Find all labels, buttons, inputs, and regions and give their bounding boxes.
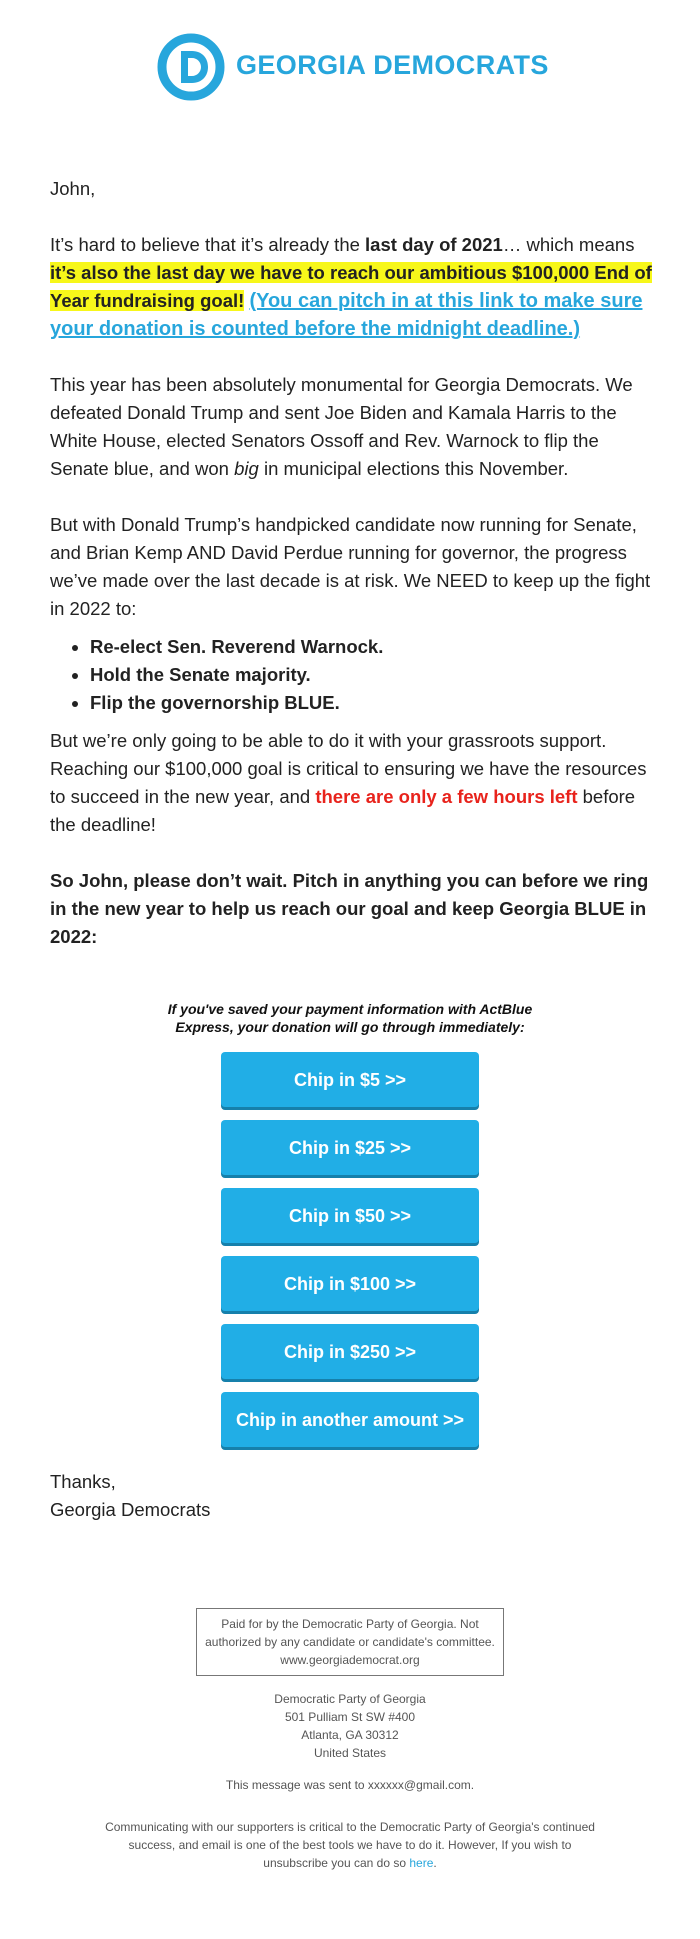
donate-buttons [0, 1052, 700, 1447]
paragraph-intro [50, 231, 655, 343]
intro-bold: last day of 2021 [365, 234, 503, 255]
intro-mid: … which means [502, 234, 635, 255]
sent-prefix: This message was sent to [225, 1778, 368, 1792]
p4-red: there are only a few hours left [315, 786, 578, 807]
thanks-text: Thanks, [50, 1471, 116, 1492]
chip-in-25-button[interactable]: Chip in $25 >> [221, 1120, 479, 1175]
signoff-name: Georgia Democrats [50, 1499, 211, 1520]
unsub-end: . [433, 1856, 437, 1870]
address-line: Democratic Party of Georgia [274, 1692, 426, 1706]
paragraph-at-risk: But with Donald Trump’s handpicked candidate now running for Senate, and Brian Kemp AND David Perdue running for governor, the progress we’ve made over the last decade is at risk. We NEED to keep up the fight in 2022 to: [50, 514, 651, 619]
p4-end: before the deadline! [50, 786, 636, 835]
header [0, 33, 700, 103]
paragraph-ask: So John, please don’t wait. Pitch in anything you can before we ring in the new year to help us reach our goal and keep Georgia BLUE in 2022: [50, 870, 649, 947]
unsubscribe-link[interactable]: here [409, 1856, 434, 1870]
chip-in-250-button[interactable]: Chip in $250 >> [221, 1324, 479, 1379]
chip-in-other-button[interactable]: Chip in another amount >> [221, 1392, 479, 1447]
paragraph-grassroots [50, 727, 655, 839]
recipient-email: xxxxxx@gmail.com. [367, 1778, 475, 1792]
intro-start: It’s hard to believe that it’s already the [50, 234, 366, 255]
chip-in-5-button[interactable]: Chip in $5 >> [221, 1052, 479, 1107]
list-item: • Flip the governorship BLUE. [90, 689, 655, 717]
sent-to-notice [0, 1776, 700, 1794]
footer [0, 1608, 700, 1872]
greeting: John, [50, 178, 96, 199]
list-item: • Hold the Senate majority. [90, 661, 655, 689]
email-body [50, 175, 655, 979]
address-line: United States [313, 1746, 387, 1760]
unsub-text: Communicating with our supporters is critical to the Democratic Party of Georgia's continued success, and email is one of the best tools we have to do it. However, If you wish to unsubscribe you can do so [105, 1820, 595, 1870]
intro-highlight: it’s also the last day we have to reach our ambitious $100,000 End of Year fundraising goal! [50, 262, 652, 311]
p2-end: in municipal elections this November. [258, 458, 569, 479]
actblue-note: If you've saved your payment information with ActBlue Express, your donation will go through immediately: [167, 1001, 533, 1035]
mailing-address [0, 1690, 700, 1762]
goals-list [50, 633, 655, 717]
democrats-logo-icon [157, 33, 225, 101]
p2-start: This year has been absolutely monumental for Georgia Democrats. We defeated Donald Trump and sent Joe Biden and Kamala Harris to the White House, elected Senators Ossoff and Rev. Warnock to flip the Senate blue, and won [50, 374, 633, 479]
logo-text: GEORGIA DEMOCRATS [236, 50, 549, 80]
p2-italic: big [234, 458, 259, 479]
paragraph-monumental [50, 371, 655, 483]
p4-start: But we’re only going to be able to do it with your grassroots support. Reaching our $100,000 goal is critical to ensuring we have the resources to succeed in the new year, and [50, 730, 647, 807]
paid-for-disclaimer: Paid for by the Democratic Party of Georgia. Not authorized by any candidate or candidate's committee. www.georgiademocrat.org [196, 1608, 504, 1676]
address-line: Atlanta, GA 30312 [301, 1728, 399, 1742]
chip-in-100-button[interactable]: Chip in $100 >> [221, 1256, 479, 1311]
address-line: 501 Pulliam St SW #400 [284, 1710, 416, 1724]
chip-in-50-button[interactable]: Chip in $50 >> [221, 1188, 479, 1243]
donate-link[interactable]: (You can pitch in at this link to make sure your donation is counted before the midnight deadline.) [50, 290, 643, 340]
unsubscribe-notice [100, 1818, 600, 1872]
signoff [50, 1468, 210, 1524]
list-item: • Re-elect Sen. Reverend Warnock. [90, 633, 655, 661]
donate-section [0, 1000, 700, 1460]
